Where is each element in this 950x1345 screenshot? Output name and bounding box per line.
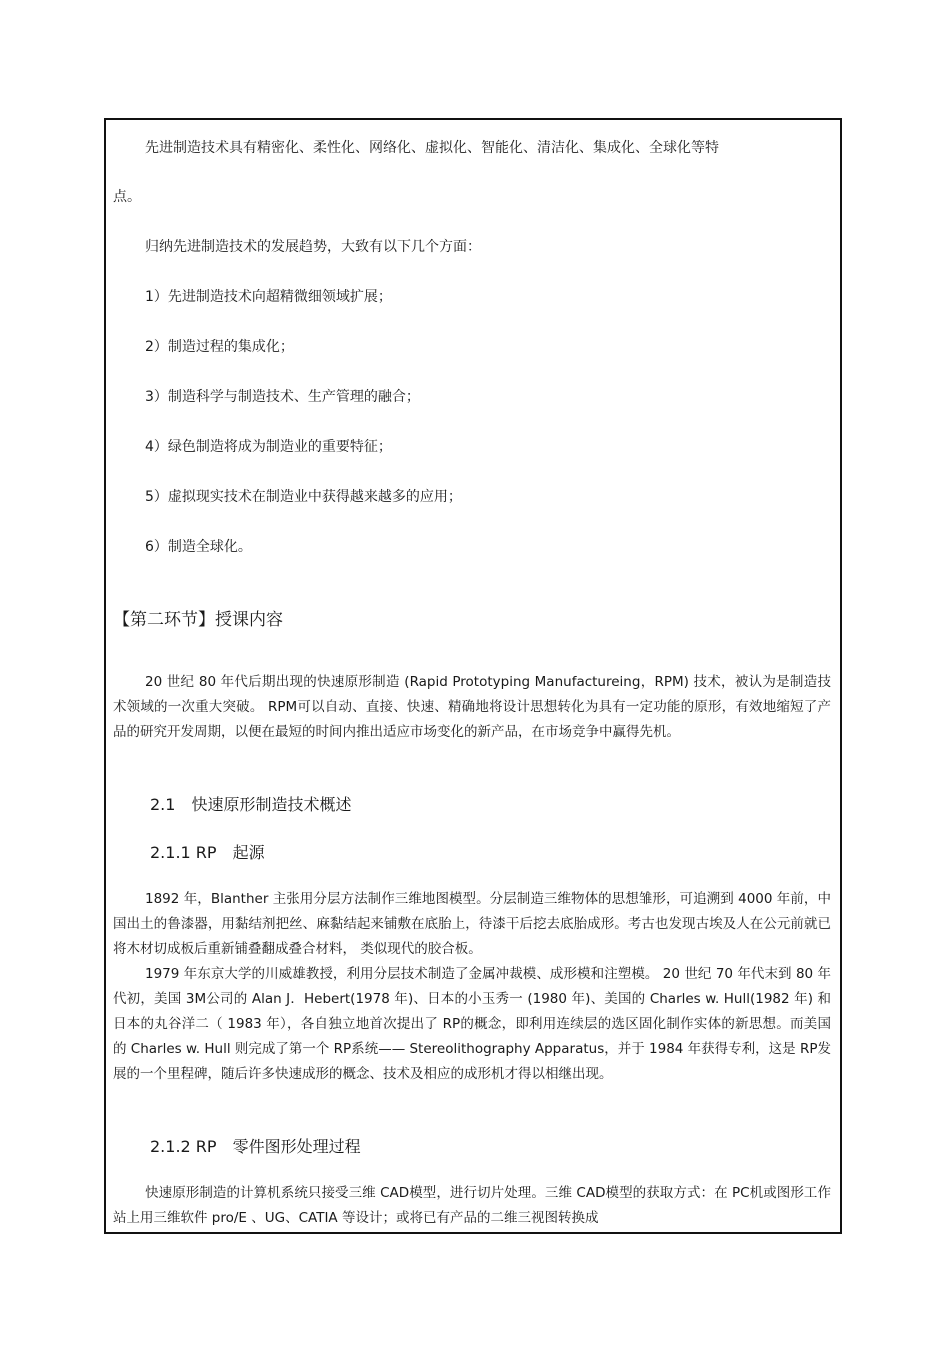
trend-item: 5）虚拟现实技术在制造业中获得越来越多的应用；: [145, 489, 462, 505]
trend-item: 6）制造全球化。: [145, 539, 252, 555]
section-title: 【第二环节】授课内容: [113, 610, 283, 630]
intro-line-2: 点。: [113, 189, 141, 205]
trend-item: 1）先进制造技术向超精微细领域扩展；: [145, 289, 392, 305]
paragraph-text: 快速原形制造的计算机系统只接受三维 CAD模型，进行切片处理。三维 CAD模型的获取方式：在 PC机或图形工作站上用三维软件 pro/E 、UG、CATIA 等设计；或将已有产品的二维三视图转换成: [113, 1185, 831, 1226]
trends-lead: 归纳先进制造技术的发展趋势，大致有以下几个方面：: [145, 239, 481, 255]
paragraph-rp-origin: [113, 887, 831, 962]
heading-2-1-1: 2.1.1 RP 起源: [150, 843, 265, 862]
paragraph-rp-history: [113, 962, 831, 1087]
intro-line-1: 先进制造技术具有精密化、柔性化、网络化、虚拟化、智能化、清洁化、集成化、全球化等特: [145, 140, 719, 156]
trend-item: 2）制造过程的集成化；: [145, 339, 294, 355]
paragraph-rpm-intro: [113, 670, 831, 745]
paragraph-text: 20 世纪 80 年代后期出现的快速原形制造 (Rapid Prototyping Manufactureing，RPM) 技术，被认为是制造技术领域的一次重大突破。 RPM可以自动、直接、快速、精确地将设计思想转化为具有一定功能的原形，有效地缩短了产品的研究开发周期，以便在最短的时间内推出适应市场变化的新产品，在市场竞争中赢得先机。: [113, 674, 831, 740]
paragraph-rp-process: [113, 1181, 831, 1231]
trend-item: 4）绿色制造将成为制造业的重要特征；: [145, 439, 392, 455]
heading-2-1: 2.1 快速原形制造技术概述: [150, 795, 352, 814]
trend-item: 3）制造科学与制造技术、生产管理的融合；: [145, 389, 420, 405]
heading-2-1-2: 2.1.2 RP 零件图形处理过程: [150, 1137, 361, 1156]
paragraph-text: 1979 年东京大学的川威雄教授，利用分层技术制造了金属冲裁模、成形模和注塑模。 20 世纪 70 年代末到 80 年代初，美国 3M公司的 Alan J．Hebert(1978 年)、日本的小玉秀一 (1980 年)、美国的 Charles w. Hull(1982 年) 和日本的丸谷洋二（ 1983 年），各自独立地首次提出了 RP的概念，即利用连续层的选区固化制作实体的新思想。而美国的 Charles w. Hull 则完成了第一个 RP系统—— Stereolithography Apparatus，并于 1984 年获得专利，这是 RP发展的一个里程碑，随后许多快速成形的概念、技术及相应的成形机才得以相继出现。: [113, 966, 831, 1082]
paragraph-text: 1892 年，Blanther 主张用分层方法制作三维地图模型。分层制造三维物体的思想雏形，可追溯到 4000 年前，中国出土的鲁漆器，用黏结剂把丝、麻黏结起来铺敷在底胎上，待漆干后挖去底胎成形。考古也发现古埃及人在公元前就已将木材切成板后重新铺叠翻成叠合材料， 类似现代的胶合板。: [113, 891, 831, 957]
